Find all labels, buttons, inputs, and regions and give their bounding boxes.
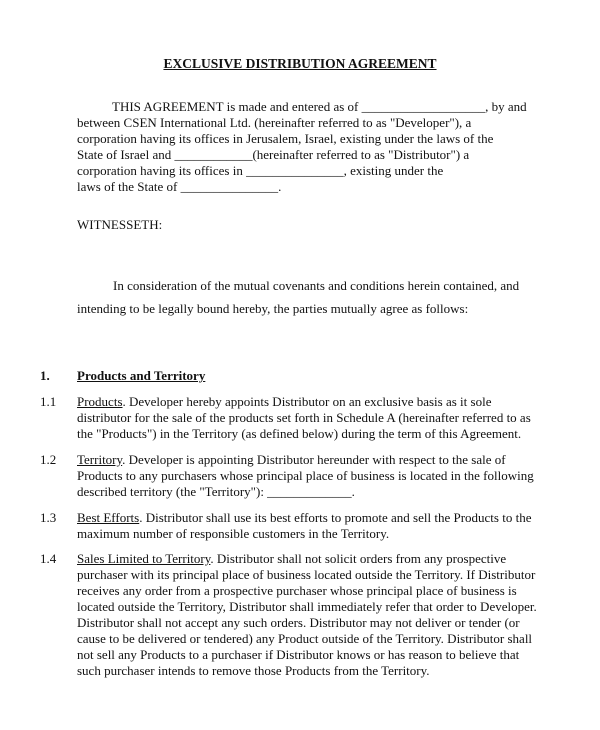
clause-heading: Sales Limited to Territory: [77, 551, 211, 566]
clause-body: [77, 510, 532, 542]
section-number: 1.: [40, 368, 50, 383]
consideration-line: In consideration of the mutual covenants and conditions herein contained, and: [113, 278, 520, 293]
clause-text: . Distributor shall use its best efforts to promote and sell the Products to the: [139, 510, 532, 525]
clause-text: maximum number of responsible customers in the Territory.: [77, 526, 390, 541]
clause-body: [77, 551, 537, 679]
preamble-line: THIS AGREEMENT is made and entered as of ___________________, by and: [112, 99, 527, 114]
clause-text: Distributor shall not accept any such orders. Distributor may not deliver or tender (or: [77, 615, 520, 630]
clause-text: cause to be delivered or tendered) any Product outside of the Territory. Distributor shall: [77, 631, 533, 646]
clause-number: 1.4: [40, 551, 57, 566]
clause-text: located outside the Territory, Distributor shall immediately refer that order to Developer.: [77, 599, 537, 614]
preamble-line: State of Israel and ____________(hereinafter referred to as "Distributor") a: [77, 147, 470, 162]
clause-number: 1.2: [40, 452, 57, 467]
clause-text: the "Products") in the Territory (as defined below) during the term of this Agreement.: [77, 426, 522, 441]
clause-heading: Products: [77, 394, 123, 409]
clause-text: . Developer is appointing Distributor hereunder with respect to the sale of: [122, 452, 506, 467]
clause-text: receives any order from a prospective purchaser whose principal place of business is: [77, 583, 517, 598]
clause-body: [77, 452, 534, 500]
consideration-paragraph: [77, 274, 520, 320]
clause-text: . Developer hereby appoints Distributor on an exclusive basis as it sole: [122, 394, 492, 409]
clause-number: 1.1: [40, 394, 57, 409]
preamble-paragraph: [77, 99, 527, 195]
clause-text: purchaser with its principal place of business located outside the Territory. If Distributor: [77, 567, 536, 582]
preamble-line: corporation having its offices in Jerusalem, Israel, existing under the laws of the: [77, 131, 494, 146]
consideration-line: intending to be legally bound hereby, the parties mutually agree as follows:: [77, 301, 469, 316]
clause-body: [77, 394, 531, 442]
clause-text: Products to any purchasers whose principal place of business is located in the following: [77, 468, 534, 483]
clause-text: distributor for the sale of the products set forth in Schedule A (hereinafter referred to as: [77, 410, 531, 425]
clause-heading: Best Efforts: [77, 510, 140, 525]
preamble-line: laws of the State of _______________.: [77, 179, 282, 194]
clause-text: . Distributor shall not solicit orders from any prospective: [210, 551, 507, 566]
clause-heading: Territory: [77, 452, 123, 467]
clause-text: not sell any Products to a purchaser if Distributor knows or has reason to believe that: [77, 647, 520, 662]
section-title: Products and Territory: [77, 368, 206, 383]
clause-text: described territory (the "Territory"): _____________.: [77, 484, 355, 499]
clause-number: 1.3: [40, 510, 57, 525]
witnesseth-heading: WITNESSETH:: [77, 217, 163, 232]
preamble-line: corporation having its offices in _______________, existing under the: [77, 163, 444, 178]
document-title: EXCLUSIVE DISTRIBUTION AGREEMENT: [163, 56, 437, 71]
preamble-line: between CSEN International Ltd. (hereinafter referred to as "Developer"), a: [77, 115, 472, 130]
clause-text: such purchaser intends to remove those Products from the Territory.: [77, 663, 430, 678]
